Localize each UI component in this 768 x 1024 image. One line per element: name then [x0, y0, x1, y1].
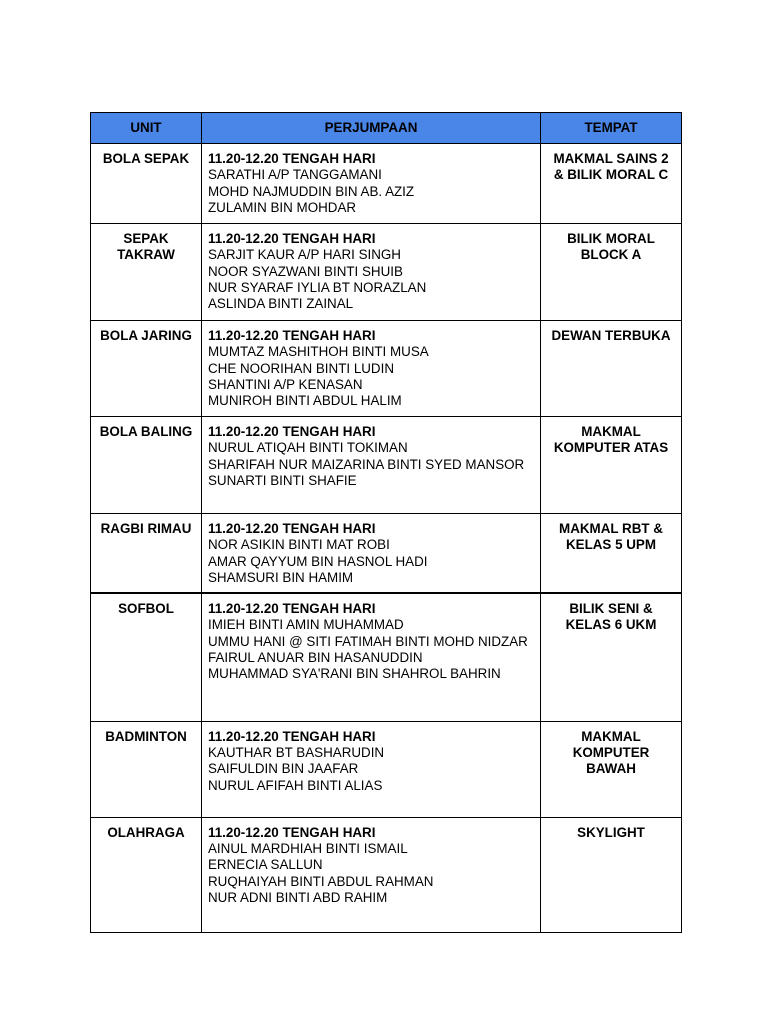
tempat-cell: DEWAN TERBUKA [541, 321, 682, 417]
teacher-name: MOHD NAJMUDDIN BIN AB. AZIZ [208, 183, 415, 199]
teacher-name: AMAR QAYYUM BIN HASNOL HADI [208, 553, 428, 569]
table-row [91, 514, 682, 594]
teacher-name: NUR ADNI BINTI ABD RAHIM [208, 889, 388, 905]
teacher-name: MUHAMMAD SYA'RANI BIN SHAHROL BAHRIN [208, 666, 501, 682]
teacher-name: RUQHAIYAH BINTI ABDUL RAHMAN [208, 873, 434, 889]
unit-cell: BOLA BALING [91, 417, 202, 514]
perjumpaan-cell [202, 721, 541, 817]
teacher-name: NUR SYARAF IYLIA BT NORAZLAN [208, 279, 427, 295]
table-row [91, 417, 682, 514]
table-body [91, 144, 682, 933]
tempat-cell: MAKMAL KOMPUTER BAWAH [541, 721, 682, 817]
table-row [91, 721, 682, 817]
teacher-name: MUNIROH BINTI ABDUL HALIM [208, 393, 402, 409]
teacher-name: IMIEH BINTI AMIN MUHAMMAD [208, 617, 404, 633]
teacher-name: SHARIFAH NUR MAIZARINA BINTI SYED MANSOR [208, 456, 525, 472]
tempat-cell: MAKMAL RBT & KELAS 5 UPM [541, 514, 682, 594]
table-row [91, 224, 682, 321]
teacher-name: NOOR SYAZWANI BINTI SHUIB [208, 263, 403, 279]
tempat-cell: MAKMAL KOMPUTER ATAS [541, 417, 682, 514]
tempat-cell: BILIK SENI & KELAS 6 UKM [541, 593, 682, 721]
header-unit: UNIT [91, 113, 202, 144]
meeting-time: 11.20-12.20 TENGAH HARI [208, 328, 376, 343]
teacher-name: NOR ASIKIN BINTI MAT ROBI [208, 537, 390, 553]
unit-cell: BOLA JARING [91, 321, 202, 417]
perjumpaan-cell [202, 144, 541, 224]
table-row [91, 321, 682, 417]
header-row [91, 113, 682, 144]
teacher-name: SARJIT KAUR A/P HARI SINGH [208, 247, 401, 263]
unit-cell: BOLA SEPAK [91, 144, 202, 224]
unit-cell: BADMINTON [91, 721, 202, 817]
perjumpaan-cell [202, 817, 541, 932]
meeting-time: 11.20-12.20 TENGAH HARI [208, 728, 376, 744]
meeting-time: 11.20-12.20 TENGAH HARI [208, 601, 376, 617]
teacher-name: KAUTHAR BT BASHARUDIN [208, 744, 385, 760]
teacher-name: NURUL ATIQAH BINTI TOKIMAN [208, 440, 408, 456]
tempat-cell: SKYLIGHT [541, 817, 682, 932]
teacher-name: SHAMSURI BIN HAMIM [208, 569, 354, 585]
perjumpaan-cell [202, 514, 541, 594]
teacher-name: ERNECIA SALLUN [208, 857, 323, 873]
unit-cell: RAGBI RIMAU [91, 514, 202, 594]
table-row [91, 593, 682, 721]
perjumpaan-cell [202, 321, 541, 417]
perjumpaan-cell [202, 224, 541, 321]
table-row [91, 144, 682, 224]
teacher-name: CHE NOORIHAN BINTI LUDIN [208, 360, 394, 376]
perjumpaan-cell [202, 593, 541, 721]
meeting-time: 11.20-12.20 TENGAH HARI [208, 231, 376, 246]
teacher-name: AINUL MARDHIAH BINTI ISMAIL [208, 840, 408, 856]
unit-cell: SEPAK TAKRAW [91, 224, 202, 321]
meeting-time: 11.20-12.20 TENGAH HARI [208, 824, 376, 840]
table-row [91, 817, 682, 932]
meeting-time: 11.20-12.20 TENGAH HARI [208, 424, 376, 439]
meeting-time: 11.20-12.20 TENGAH HARI [208, 521, 376, 536]
meeting-time: 11.20-12.20 TENGAH HARI [208, 151, 376, 166]
teacher-name: SHANTINI A/P KENASAN [208, 376, 363, 392]
teacher-name: MUMTAZ MASHITHOH BINTI MUSA [208, 344, 429, 360]
teacher-name: UMMU HANI @ SITI FATIMAH BINTI MOHD NIDZAR [208, 633, 528, 649]
header-perjumpaan: PERJUMPAAN [202, 113, 541, 144]
teacher-name: SAIFULDIN BIN JAAFAR [208, 761, 359, 777]
teacher-name: NURUL AFIFAH BINTI ALIAS [208, 777, 383, 793]
schedule-table [90, 112, 682, 933]
header-tempat: TEMPAT [541, 113, 682, 144]
teacher-name: SARATHI A/P TANGGAMANI [208, 167, 382, 183]
unit-cell: SOFBOL [91, 593, 202, 721]
teacher-name: ASLINDA BINTI ZAINAL [208, 296, 354, 312]
tempat-cell: BILIK MORAL BLOCK A [541, 224, 682, 321]
teacher-name: SUNARTI BINTI SHAFIE [208, 472, 357, 488]
perjumpaan-cell [202, 417, 541, 514]
teacher-name: ZULAMIN BIN MOHDAR [208, 199, 357, 215]
tempat-cell: MAKMAL SAINS 2 & BILIK MORAL C [541, 144, 682, 224]
teacher-name: FAIRUL ANUAR BIN HASANUDDIN [208, 650, 423, 666]
unit-cell: OLAHRAGA [91, 817, 202, 932]
